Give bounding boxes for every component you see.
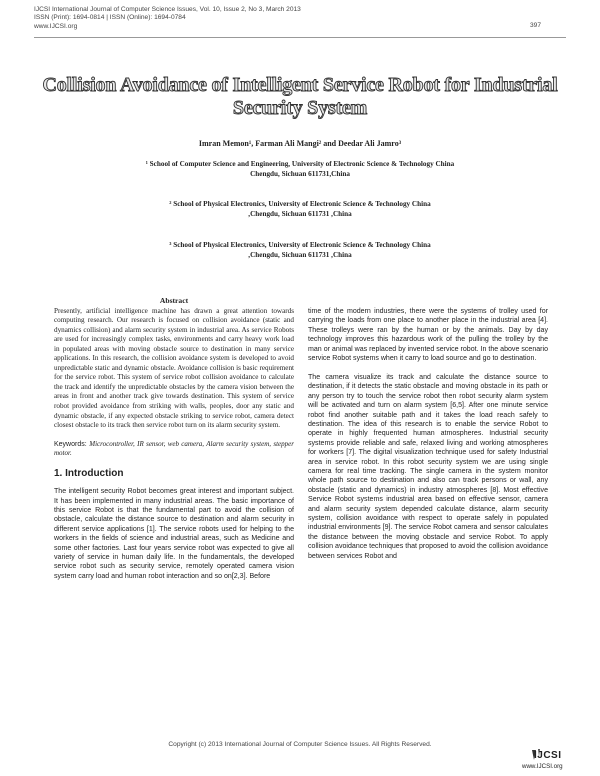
affiliation-2 [60,199,540,219]
intro-paragraph: The intelligent security Robot becomes great interest and important subject. It has been implemented in many industrial areas. The basic importance of this service Robot is that the fundamental part to avoid the collision of obstacle, calculate the distance source to destination and alarm security in different service applications [1]. The service robots used for helping to the workers in the fields of science and industrial areas, such as Medicine and some other factories. Last four years service robot was expected to give all variety of service in human daily life. In the fundamentals, the developed service robot such as security service, remotely operated camera vision system carry load and human robot interaction and so on[2,3]. Before [54,488,294,580]
journal-site: www.IJCSI.org [34,22,78,30]
abstract-text: Presently, artificial intelligence machine has drawn a great attention towards computing research. Our research is focused on collision avoidance (static and dynamics collision) and alarm security system in industrial area. As service Robots are used for increasingly complex tasks, environments and carry heavy work load in populated areas with moving obstacle source to destination in many service applications. In this research, the collision avoidance system is developed to avoid unpredictable static and dynamic obstacle. Avoidance collision is basic requirement for the service robot. This system of service robot collision avoidance to calculate the track and identify the unpredictable obstacles by the camera vision between the areas in front and another track give towards destination. This system of service robot provided avoidance from striking with walls, peoples, door any static and dynamic obstacle, if any expected obstacle striking to service robot, camera detect closest obstacle to its track then service robot turn on its alarm security system. [54,306,294,430]
keywords-text: Microcontroller, IR sensor, web camera, Alarm security system, stepper motor. [54,440,294,458]
abstract-heading: Abstract [159,296,189,305]
header-divider [34,37,566,38]
affiliation-1-line1: ¹ School of Computer Science and Engineering, University of Electronic Science & Technology China [145,160,455,168]
right-paragraph-2: The camera visualize its track and calculate the distance source to destination, if it detects the static obstacle and moving obstacle in its path or any person try to touch the service robot then robot security alarm system will be activated and turn on alarm system [6,5]. After one minute service robot find another suitable path and it takes the load reach safely to destination. The idea of this research is to enable the service Robot to operate in highly frequented human atmospheres. Industrial security systems provide reliable and safe, relaxed living and working atmospheres for workers [7]. The digital visualization technique used for safety Industrial area in service robot. In this robot security system we are using single camera for real time tracking. The single camera in the system monitor whole path source to destination and also can track persons or wall, any obstacle (static and dynamics) in industry atmospheres [8]. Most effective Service Robot systems industrial area based on effective sensor, camera and alarm security system depended calculate distance, alarm security system, collision avoidance with respect to operate safely in populated industrial environments [9]. The service Robot camera and sensor calculates the distance between the moving obstacle and service Robot. To apply collision avoidance techniques that proposed to avoid the collision avoidance between services Robot and [308,373,548,560]
right-column [308,307,548,571]
affiliation-2-line2: ,Chengdu, Sichuan 611731 ,China [248,210,352,218]
affiliation-3 [60,240,540,260]
affiliation-2-line1: ² School of Physical Electronics, University of Electronic Science & Technology China [169,200,431,208]
journal-name: IJCSI International Journal of Computer Science Issues, Vol. 10, Issue 2, No 3, March 2013 [34,6,301,13]
page-number: 397 [530,22,542,29]
author-list: Imran Memon¹, Farman Ali Mangi² and Deedar Ali Jamro³ [198,139,402,148]
affiliation-3-line1: ³ School of Physical Electronics, University of Electronic Science & Technology China [169,241,431,249]
keywords [54,440,294,458]
copyright-footer: Copyright (c) 2013 International Journal of Computer Science Issues. All Rights Reserved. [168,741,432,748]
journal-header [34,6,301,31]
affiliation-1 [60,159,540,179]
section-heading-introduction: 1. Introduction [54,467,124,479]
logo-url: www.IJCSI.org [522,763,563,770]
left-column [54,296,294,591]
affiliation-3-line2: ,Chengdu, Sichuan 611731 ,China [248,251,352,259]
right-paragraph-1: time of the modern industries, there were the systems of trolley used for carrying the loads from one place to another place in the industrial area [4]. These trolleys were ran by the human or by the animals. Day by day technology improves this hazardous work of the pulling the trolley by the man or animal was replaced by invented service robot. In the above scenario service Robot systems when it carry to load source and go to destination. [308,308,548,363]
affiliation-1-line2: Chengdu, Sichuan 611731,China [250,170,350,178]
paper-title: Collision Avoidance of Intelligent Service Robot for Industrial Security System [42,74,558,119]
keywords-label: Keywords: [54,441,87,449]
journal-issn: ISSN (Print): 1694-0814 | ISSN (Online): 1694-0784 [34,14,186,22]
logo-word: IJCSI [534,750,562,761]
